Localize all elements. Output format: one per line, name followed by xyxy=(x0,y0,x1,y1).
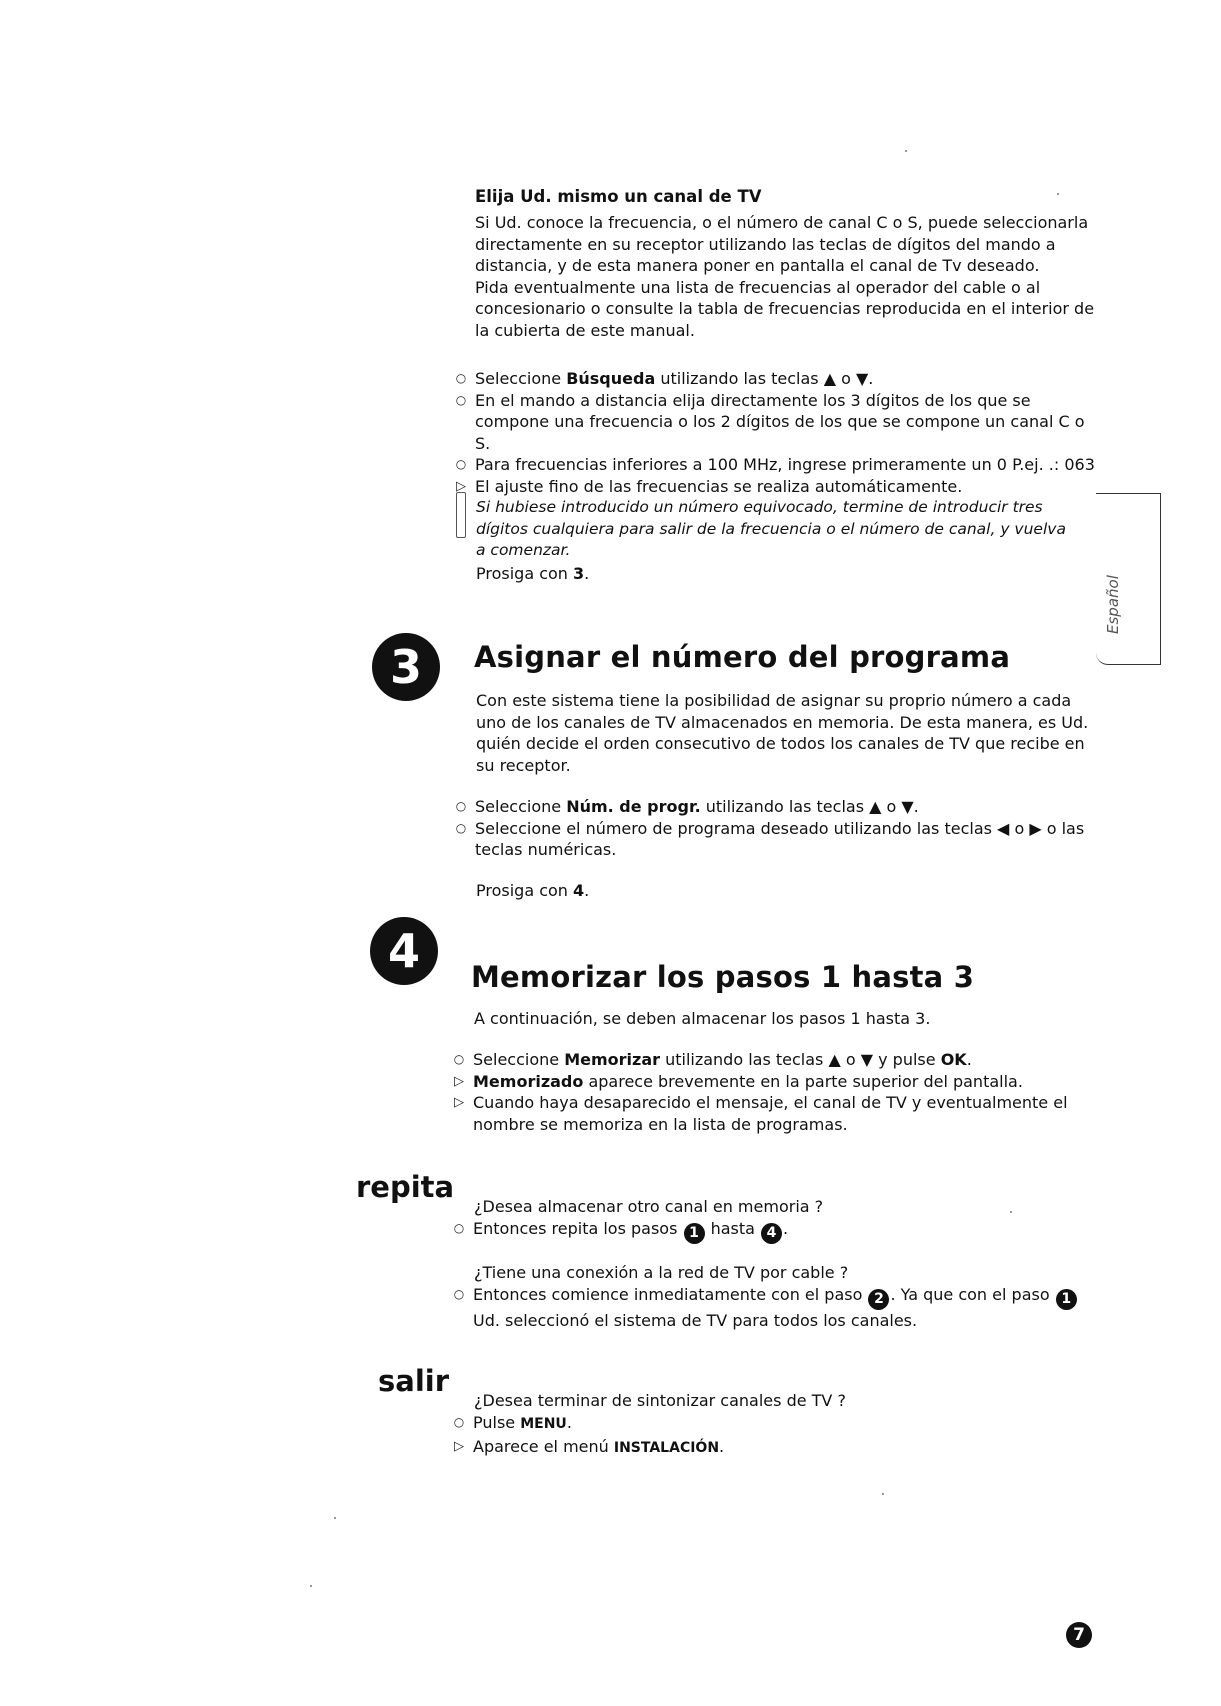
step-4-circle-icon: 4 xyxy=(370,917,438,985)
step-3-paragraph: Con este sistema tiene la posibilidad de asignar su proprio número a cada uno de los canales de TV almacenados en memoria. De esta manera, es Ud. quién decide el orden consecutivo de todos los canales de TV que recibe en su receptor. xyxy=(476,691,1089,775)
step-3-instructions xyxy=(455,796,1095,861)
result-arrow-icon: ▷ xyxy=(454,1095,464,1110)
note-icon xyxy=(456,492,466,538)
section-paragraph-2: Pida eventualmente una lista de frecuencias al operador del cable o al concesionario o consulte la tabla de frecuencias reproducida en el interior de la cubierta de este manual. xyxy=(475,277,1095,340)
bullet-circle-icon: ○ xyxy=(455,371,467,385)
list-item: ○ Seleccione Memorizar utilizando las teclas ▲ o ▼ y pulse OK. xyxy=(453,1049,1093,1071)
manual-section xyxy=(475,187,1095,341)
continue-text: Prosiga con 3. xyxy=(476,564,590,583)
step-4-instructions xyxy=(453,1049,1093,1135)
result-arrow-icon: ▷ xyxy=(454,1438,464,1454)
step-3-circle-icon: 3 xyxy=(372,633,440,701)
section-heading: Elija Ud. mismo un canal de TV xyxy=(475,187,762,206)
repita-instructions-2 xyxy=(453,1284,1093,1332)
continue-text: Prosiga con 4. xyxy=(476,881,590,900)
bullet-circle-icon: ○ xyxy=(455,799,467,813)
step-3-title: Asignar el número del programa xyxy=(474,640,1011,674)
repita-question-1: ¿Desea almacenar otro canal en memoria ? xyxy=(474,1197,824,1216)
result-item: ▷ Cuando haya desaparecido el mensaje, el canal de TV y eventualmente el nombre se memoriza en la lista de programas. xyxy=(453,1092,1093,1135)
result-item: ▷ Memorizado aparece brevemente en la parte superior del pantalla. xyxy=(453,1071,1093,1093)
step-2-circle-icon: 2 xyxy=(868,1289,889,1310)
repita-instructions-1 xyxy=(453,1218,1093,1244)
salir-instructions xyxy=(453,1412,1093,1459)
step-4-paragraph: A continuación, se deben almacenar los pasos 1 hasta 3. xyxy=(474,1009,931,1028)
manual-instructions xyxy=(455,368,1095,497)
result-arrow-icon: ▷ xyxy=(456,478,466,494)
list-item: ○ Seleccione Núm. de progr. utilizando las teclas ▲ o ▼. xyxy=(455,796,1095,818)
list-item: ○ Para frecuencias inferiores a 100 MHz, ingrese primeramente un 0 P.ej. .: 063 xyxy=(455,454,1095,476)
list-item: ○ Entonces comience inmediatamente con el paso 2 . Ya que con el paso 1 Ud. seleccionó el sistema de TV para todos los canales. xyxy=(453,1284,1093,1332)
result-item: ▷ Aparece el menú INSTALACIÓN. xyxy=(453,1436,1093,1460)
step-1-circle-icon: 1 xyxy=(684,1223,705,1244)
note-text: Si hubiese introducido un número equivocado, termine de introducir tres dígitos cualquiera para salir de la frecuencia o el número de canal, y vuelva a comenzar. xyxy=(476,498,1066,559)
salir-label: salir xyxy=(378,1364,450,1398)
list-item: ○ Seleccione Búsqueda utilizando las teclas ▲ o ▼. xyxy=(455,368,1095,390)
bullet-circle-icon: ○ xyxy=(455,392,467,407)
bullet-circle-icon: ○ xyxy=(455,457,467,471)
language-tab xyxy=(1096,493,1161,665)
list-item: ○ Pulse MENU. xyxy=(453,1412,1093,1436)
section-paragraph: Si Ud. conoce la frecuencia, o el número de canal C o S, puede seleccionarla directamente en su receptor utilizando las teclas de dígitos del mando a distancia, y de esta manera poner en pantalla el canal de Tv deseado. xyxy=(475,213,1089,275)
step-4-title: Memorizar los pasos 1 hasta 3 xyxy=(471,960,975,994)
repita-label: repita xyxy=(356,1170,455,1204)
bullet-circle-icon: ○ xyxy=(453,1287,465,1301)
list-item: ○ Seleccione el número de programa deseado utilizando las teclas ◀ o ▶ o las teclas numéricas. xyxy=(455,818,1095,861)
language-tab-label: Español xyxy=(1104,575,1122,634)
bullet-circle-icon: ○ xyxy=(453,1415,465,1429)
bullet-circle-icon: ○ xyxy=(453,1052,465,1066)
list-item: ○ En el mando a distancia elija directamente los 3 dígitos de los que se compone una frecuencia o los 2 dígitos de los que se compone un canal C o S. xyxy=(455,390,1095,455)
step-1-circle-icon: 1 xyxy=(1056,1289,1077,1310)
bullet-circle-icon: ○ xyxy=(453,1221,465,1235)
step-4-circle-icon: 4 xyxy=(761,1223,782,1244)
result-arrow-icon: ▷ xyxy=(454,1073,464,1089)
page-number: 7 xyxy=(1066,1622,1092,1648)
salir-question: ¿Desea terminar de sintonizar canales de TV ? xyxy=(474,1391,846,1410)
result-item: ▷ El ajuste fino de las frecuencias se realiza automáticamente. xyxy=(455,476,1095,498)
repita-question-2: ¿Tiene una conexión a la red de TV por cable ? xyxy=(474,1263,849,1282)
bullet-circle-icon: ○ xyxy=(455,820,467,835)
list-item: ○ Entonces repita los pasos 1 hasta 4 . xyxy=(453,1218,1093,1244)
